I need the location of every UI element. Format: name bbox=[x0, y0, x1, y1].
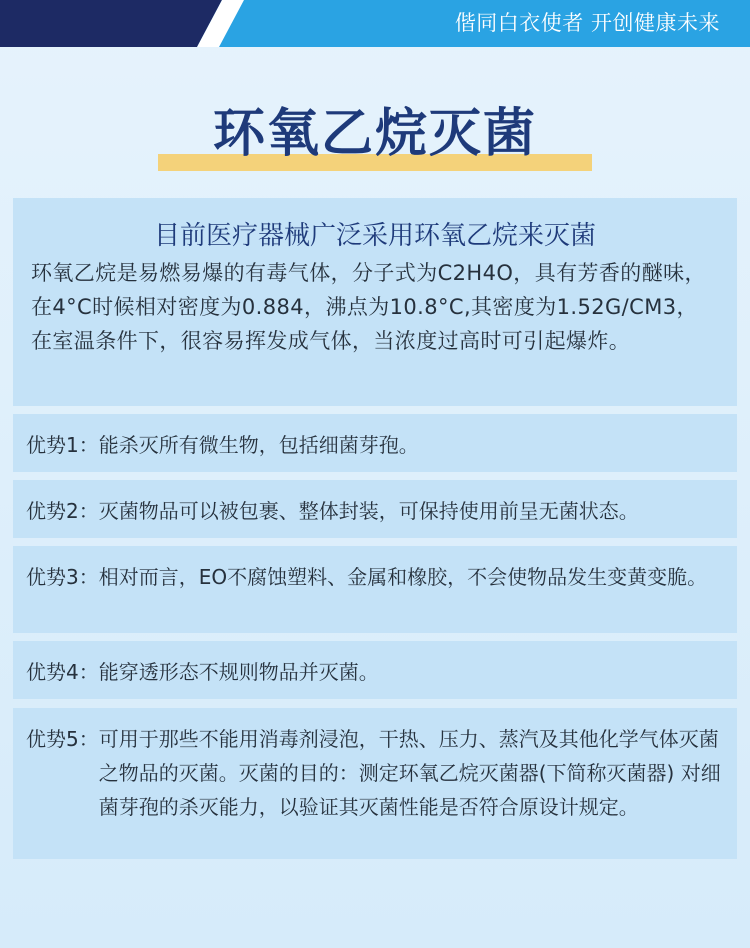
advantage-label: 优势3： bbox=[26, 565, 99, 589]
advantage-card-1 bbox=[13, 414, 737, 472]
advantage-text: 能穿透形态不规则物品并灭菌。 bbox=[98, 660, 379, 684]
advantage-text: 能杀灭所有微生物，包括细菌芽孢。 bbox=[98, 433, 419, 457]
advantage-card-4 bbox=[13, 641, 737, 699]
header-slogan: 偕同白衣使者 开创健康未来 bbox=[454, 11, 720, 35]
advantage-card-3 bbox=[13, 546, 737, 633]
advantage-label: 优势4： bbox=[26, 660, 99, 684]
title-area bbox=[0, 96, 750, 172]
intro-card bbox=[13, 198, 737, 406]
advantage-text: 可用于那些不能用消毒剂浸泡，干热、压力、蒸汽及其他化学气体灭菌之物品的灭菌。灭菌的目的：测定环氧乙烷灭菌器(下简称灭菌器) 对细菌芽孢的杀灭能力，以验证其灭菌性能是否符合原设计规定。 bbox=[98, 727, 721, 819]
advantage-label: 优势1： bbox=[26, 433, 99, 457]
intro-heading: 目前医疗器械广泛采用环氧乙烷来灭菌 bbox=[153, 221, 596, 251]
advantage-text: 相对而言，EO不腐蚀塑料、金属和橡胶，不会使物品发生变黄变脆。 bbox=[98, 565, 708, 589]
advantage-card-5 bbox=[13, 708, 737, 859]
advantage-label: 优势2： bbox=[26, 499, 99, 523]
page-title: 环氧乙烷灭菌 bbox=[212, 104, 537, 164]
intro-body: 环氧乙烷是易燃易爆的有毒气体，分子式为C2H4O，具有芳香的醚味，在4°C时候相对密度为0.884，沸点为10.8°C,其密度为1.52G/CM3，在室温条件下，很容易挥发成气体，当浓度过高时可引起爆炸。 bbox=[31, 261, 706, 353]
advantage-label: 优势5： bbox=[26, 727, 99, 751]
advantage-text: 灭菌物品可以被包裹、整体封装，可保持使用前呈无菌状态。 bbox=[98, 499, 639, 523]
advantage-card-2 bbox=[13, 480, 737, 538]
